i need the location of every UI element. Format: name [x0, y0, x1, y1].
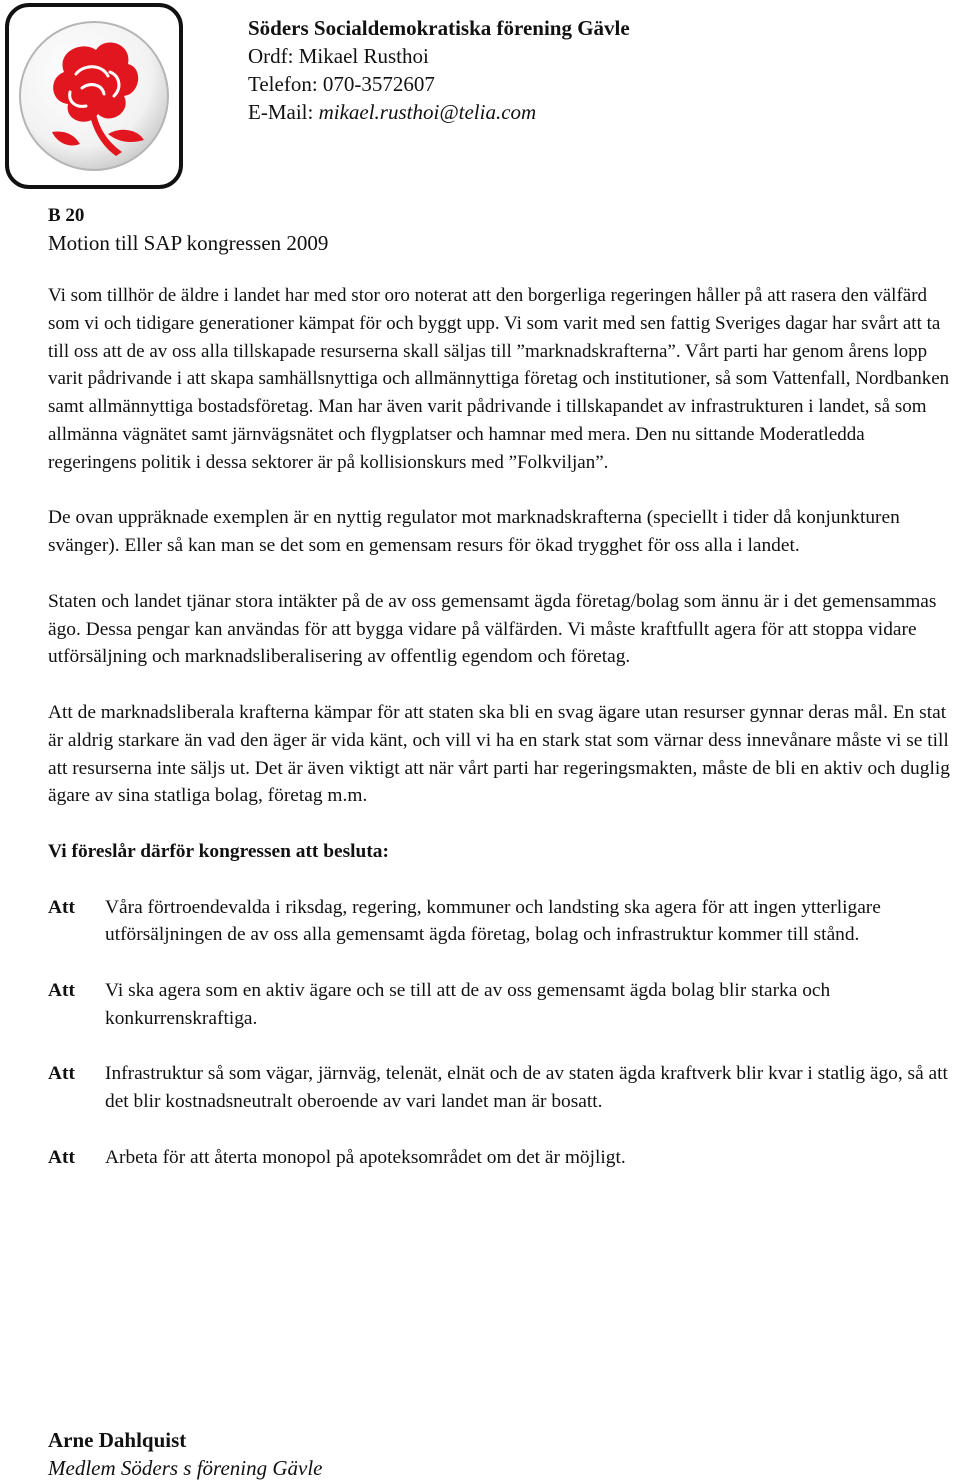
- email-label: E-Mail:: [248, 100, 319, 124]
- signature-role: Medlem Söders s förening Gävle: [48, 1456, 323, 1480]
- proposal-item: [48, 1060, 958, 1116]
- email-line: [248, 98, 630, 126]
- paragraph: Vi som tillhör de äldre i landet har med stor oro noterat att den borgerliga regeringen håller på att rasera den välfärd som vi och tidigare generationer kämpat för och byggt upp. Vi som varit med sen fattig Sveriges dagar har svårt att ta till oss att de av oss alla tillskapade resurserna skall säljas till ”marknadskrafterna”. Vårt parti har genom årens lopp varit pådrivande i att skapa samhällsnyttiga och allmännyttiga företag och institutioner, så som Vattenfall, Nordbanken samt allmännyttiga bostadsföretag. Man har även varit pådrivande i tillskapandet av infrastrukturen i landet, så som allmänna vägnätet samt järnvägsnätet och flygplatser och hamnar med mera. Den nu sittande Moderatledda regeringens politik i dessa sektorer är på kollisionskurs med ”Folkviljan”.: [48, 285, 950, 473]
- motion-id: B 20: [48, 205, 85, 226]
- org-name: Söders Socialdemokratiska förening Gävle: [248, 16, 630, 40]
- email-address: mikael.rusthoi@telia.com: [318, 100, 537, 124]
- proposal-text: Vi ska agera som en aktiv ägare och se till att de av oss gemensamt ägda bolag blir starka och konkurrenskraftiga.: [105, 979, 831, 1029]
- proposal-item: [48, 894, 958, 950]
- motion-body: [48, 204, 958, 1199]
- proposal-text: Infrastruktur så som vägar, järnväg, telenät, elnät och de av staten ägda kraftverk blir kvar i statlig ägo, så att det blir kostnadsneutralt oberoende av vari landet man är bosatt.: [105, 1063, 948, 1113]
- sender-header: [248, 14, 630, 126]
- motion-title: Motion till SAP kongressen 2009: [48, 231, 329, 255]
- phone-line: Telefon: 070-3572607: [248, 72, 435, 96]
- proposal-label: Att: [48, 1063, 75, 1085]
- party-logo: [4, 2, 184, 190]
- proposal-label: Att: [48, 1146, 75, 1168]
- paragraph: De ovan uppräknade exemplen är en nyttig regulator mot marknadskrafterna (speciellt i tider då konjunkturen svänger). Eller så kan man se det som en gemensam resurs för ökad trygghet för oss alla i landet.: [48, 507, 900, 557]
- decision-heading: Vi föreslår därför kongressen att besluta:: [48, 840, 389, 862]
- paragraph: Staten och landet tjänar stora intäkter på de av oss gemensamt ägda företag/bolag som ännu är i det gemensammas ägo. Dessa pengar kan användas för att bygga vidare på välfärden. Vi måste kraftfullt agera för att stoppa vidare utförsäljning och marknadsliberalisering av offentlig egendom och företag.: [48, 590, 937, 668]
- chair-line: Ordf: Mikael Rusthoi: [248, 44, 429, 68]
- paragraph: Att de marknadsliberala krafterna kämpar för att staten ska bli en svag ägare utan resurser gynnar deras mål. En stat är aldrig starkare än vad den äger är vida känt, och vill vi ha en stark stat som värnar dess innevånare måste vi se till att resurserna inte säljs ut. Det är även viktigt att när vårt parti har regeringsmakten, måste de bli en aktiv och duglig ägare av sina statliga bolag, företag m.m.: [48, 701, 950, 807]
- proposal-text: Våra förtroendevalda i riksdag, regering, kommuner och landsting ska agera för att ingen ytterligare utförsäljningen de av oss alla gemensamt ägda företag, bolag och infrastruktur kommer till stånd.: [105, 896, 881, 946]
- proposal-label: Att: [48, 896, 75, 918]
- proposal-text: Arbeta för att återta monopol på apoteksområdet om det är möjligt.: [105, 1146, 626, 1168]
- proposal-item: [48, 977, 958, 1033]
- signature-name: Arne Dahlquist: [48, 1428, 187, 1452]
- rose-logo-icon: [4, 2, 184, 190]
- proposal-label: Att: [48, 979, 75, 1001]
- proposal-item: [48, 1144, 958, 1172]
- signature: [48, 1426, 323, 1482]
